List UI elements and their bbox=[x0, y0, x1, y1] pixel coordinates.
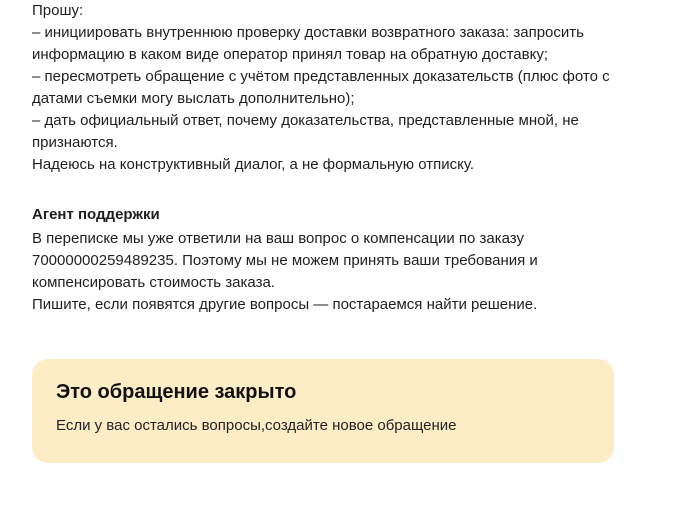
user-message-line: – пересмотреть обращение с учётом представленных доказательств (плюс фото с bbox=[32, 68, 610, 85]
closed-notice-text: Если у вас остались вопросы,создайте новое обращение bbox=[56, 417, 457, 434]
agent-message-line: В переписке мы уже ответили на ваш вопрос о компенсации по заказу bbox=[32, 230, 524, 247]
user-message bbox=[32, 0, 632, 176]
user-message-line: – дать официальный ответ, почему доказательства, представленные мной, не bbox=[32, 112, 579, 129]
agent-message-line: компенсировать стоимость заказа. bbox=[32, 274, 275, 291]
user-message-line: признаются. bbox=[32, 134, 118, 151]
agent-message-line: Пишите, если появятся другие вопросы — постараемся найти решение. bbox=[32, 296, 538, 313]
conversation-thread bbox=[32, 0, 632, 316]
agent-message-text bbox=[32, 228, 632, 316]
user-message-line: Прошу: bbox=[32, 2, 84, 19]
agent-message bbox=[32, 204, 632, 316]
agent-author-name: Агент поддержки bbox=[32, 206, 160, 223]
user-message-line: информацию в каком виде оператор принял товар на обратную доставку; bbox=[32, 46, 549, 63]
user-message-line: датами съемки могу выслать дополнительно); bbox=[32, 90, 355, 107]
ticket-closed-notice bbox=[32, 359, 614, 463]
user-message-line: Надеюсь на конструктивный диалог, а не формальную отписку. bbox=[32, 156, 475, 173]
agent-message-line: 70000000259489235. Поэтому мы не можем принять ваши требования и bbox=[32, 252, 538, 269]
user-message-line: – инициировать внутреннюю проверку доставки возвратного заказа: запросить bbox=[32, 24, 584, 41]
closed-notice-title: Это обращение закрыто bbox=[56, 381, 297, 403]
